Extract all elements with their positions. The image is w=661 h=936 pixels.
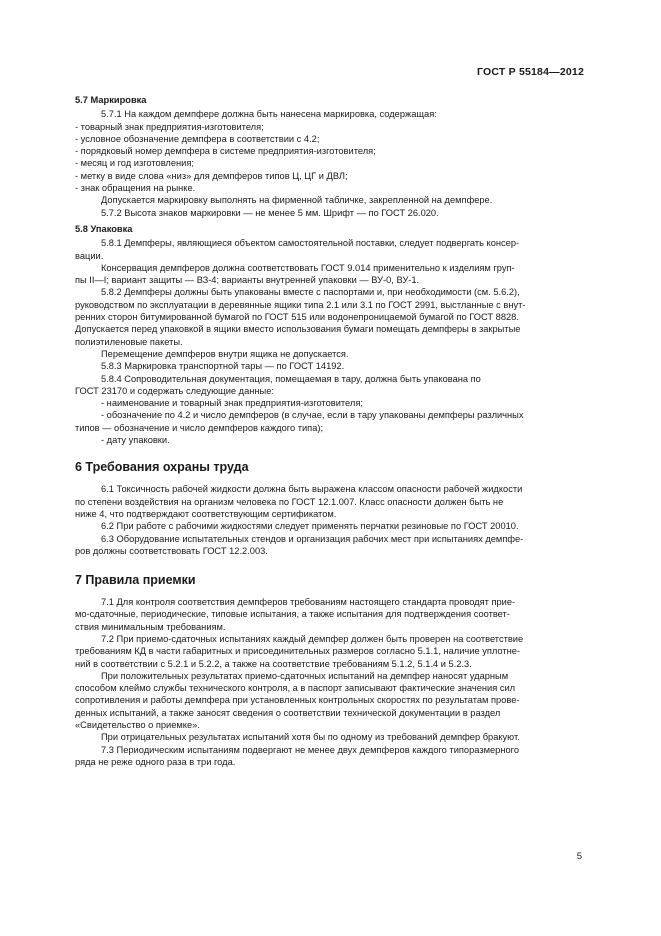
paragraph-cont: пы II—I; вариант защиты — ВЗ-4; варианты внутренней упаковки — ВУ-0, ВУ-1.: [75, 275, 420, 286]
paragraph-cont: ряда не реже одного раза в три года.: [75, 756, 236, 767]
list-item: - метку в виде слова «низ» для демпферов типов Ц, ЦГ и ДВЛ;: [75, 170, 348, 181]
subsection-title-5-8: 5.8 Упаковка: [75, 223, 133, 234]
paragraph-cont: ГОСТ 23170 и содержать следующие данные:: [75, 385, 274, 396]
list-item: - порядковый номер демпфера в системе предприятия-изготовителя;: [75, 146, 376, 157]
paragraph-cont: денных испытаний, а также заносят сведения о соответствии технической документации в раздел: [75, 707, 501, 718]
paragraph-cont: сопротивления и работы демпфера при установленных контрольных скоростях по результатам прове-: [75, 695, 520, 706]
section-title-6: 6 Требования охраны труда: [75, 460, 249, 475]
paragraph-cont: ниже 4, что подтверждают соответствующим сертификатом.: [75, 508, 337, 519]
page-content: [75, 94, 583, 768]
paragraph-cont: «Свидетельство о приемке».: [75, 720, 200, 731]
list-item: - знак обращения на рынке.: [75, 183, 196, 194]
paragraph-7-1: 7.1 Для контроля соответствия демпферов требованиям настоящего стандарта проводят прие-: [101, 597, 516, 608]
section-title-7: 7 Правила приемки: [75, 573, 196, 588]
list-item: - товарный знак предприятия-изготовителя;: [75, 121, 264, 132]
paragraph: Перемещение демпферов внутри ящика не допускается.: [101, 348, 349, 359]
list-item-cont: типов — обозначение и число демпферов каждого типа);: [75, 422, 324, 433]
paragraph-cont: Допускается перед упаковкой в ящики вместо использования бумаги помещать демпферы в закрытые: [75, 324, 521, 335]
paragraph-cont: руководством по эксплуатации в деревянные ящики типа 2.1 или 3.1 по ГОСТ 2991, выстланные с внут-: [75, 299, 526, 310]
paragraph-cont: мо-сдаточные, периодические, типовые испытания, а также испытания для подтверждения соответ-: [75, 609, 510, 620]
paragraph-5-8-2: 5.8.2 Демпферы должны быть упакованы вместе с паспортами и, при необходимости (см. 5.6.2),: [101, 287, 520, 298]
subsection-title-5-7: 5.7 Маркировка: [75, 95, 147, 105]
paragraph-cont: требованиям КД в части габаритных и присоединительных размеров согласно 5.1.1, наличие уплотне-: [75, 646, 521, 657]
paragraph-6-2: 6.2 При работе с рабочими жидкостями следует применять перчатки резиновые по ГОСТ 20010.: [101, 521, 519, 532]
paragraph-cont: вации.: [75, 250, 104, 261]
list-item: - месяц и год изготовления;: [75, 158, 194, 169]
paragraph-7-3: 7.3 Периодическим испытаниям подвергают не менее двух демпферов каждого типоразмерного: [101, 744, 519, 755]
paragraph: Допускается маркировку выполнять на фирменной табличке, закрепленной на демпфере.: [101, 195, 493, 206]
paragraph-5-7-1: 5.7.1 На каждом демпфере должна быть нанесена маркировка, содержащая:: [101, 109, 437, 120]
paragraph-5-7-2: 5.7.2 Высота знаков маркировки — не менее 5 мм. Шрифт — по ГОСТ 26.020.: [101, 207, 439, 218]
paragraph: При положительных результатах приемо-сдаточных испытаний на демпфер наносят ударным: [101, 670, 509, 681]
paragraph-cont: ренних сторон битумированной бумагой по ГОСТ 515 или водонепроницаемой бумагой по ГОСТ 8828.: [75, 312, 519, 323]
document-code: ГОСТ Р 55184—2012: [476, 66, 584, 78]
paragraph-cont: способом клеймо службы технического контроля, а в паспорт записывают фактические значения сил: [75, 683, 516, 694]
paragraph-cont: полиэтиленовые пакеты.: [75, 336, 183, 347]
paragraph-cont: ний в соответствии с 5.2.1 и 5.2.2, а также на соответствие требованиям 5.1.2, 5.1.4 и 5.2.3.: [75, 658, 472, 669]
paragraph-7-2: 7.2 При приемо-сдаточных испытаниях каждый демпфер должен быть проверен на соответствие: [101, 633, 524, 644]
paragraph: Консервация демпферов должна соответствовать ГОСТ 9.014 применительно к изделиям груп-: [101, 262, 515, 273]
paragraph-cont: по степени воздействия на организм человека по ГОСТ 12.1.007. Класс опасности должен быть не: [75, 496, 504, 507]
paragraph-cont: ров должны соответствовать ГОСТ 12.2.003.: [75, 545, 268, 556]
paragraph-6-3: 6.3 Оборудование испытательных стендов и организация рабочих мест при испытаниях демпфе-: [101, 533, 524, 544]
list-item: - обозначение по 4.2 и число демпферов (в случае, если в тару упакованы демпферы различных: [101, 410, 524, 421]
list-item: - наименование и товарный знак предприятия-изготовителя;: [101, 398, 363, 409]
paragraph-5-8-4: 5.8.4 Сопроводительная документация, помещаемая в тару, должна быть упакована по: [101, 373, 481, 384]
paragraph-cont: ствия минимальным требованиям.: [75, 621, 226, 632]
list-item: - условное обозначение демпфера в соответствии с 4.2;: [75, 133, 320, 144]
paragraph-5-8-3: 5.8.3 Маркировка транспортной тары — по ГОСТ 14192.: [101, 361, 345, 372]
paragraph: При отрицательных результатах испытаний хотя бы по одному из требований демпфер бракуют.: [101, 732, 520, 743]
page-number: 5: [576, 851, 582, 862]
paragraph-6-1: 6.1 Токсичность рабочей жидкости должна быть выражена классом опасности рабочей жидкости: [101, 484, 523, 495]
paragraph-5-8-1: 5.8.1 Демпферы, являющиеся объектом самостоятельной поставки, следует подвергать консер-: [101, 238, 520, 249]
list-item: - дату упаковки.: [101, 435, 170, 446]
